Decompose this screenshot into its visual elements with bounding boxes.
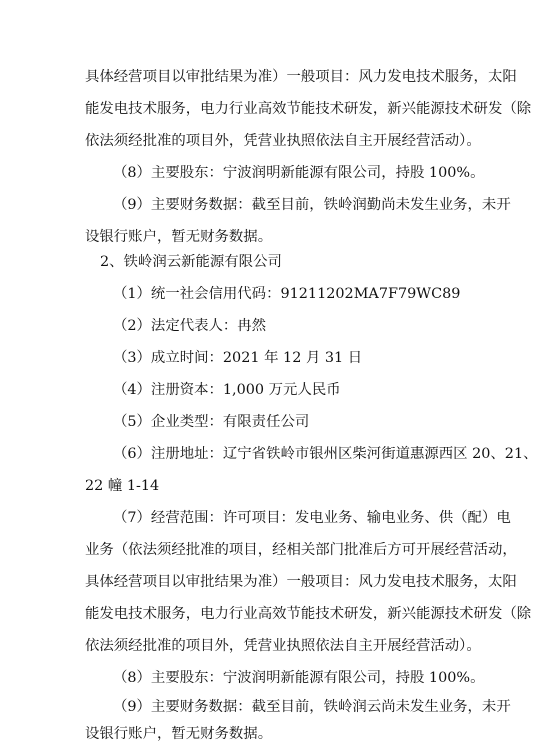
- paragraph-line: 业务（依法须经批准的项目，经相关部门批准后方可开展经营活动，: [85, 542, 517, 558]
- shareholder-line: （8）主要股东：宁波润明新能源有限公司，持股 100%。: [113, 670, 485, 686]
- financial-data-line: （9）主要财务数据：截至目前，铁岭润云尚未发生业务，未开: [113, 699, 511, 715]
- paragraph-line: 具体经营项目以审批结果为准）一般项目：风力发电技术服务，太阳: [85, 574, 517, 590]
- section-heading: 2、铁岭润云新能源有限公司: [100, 254, 282, 270]
- paragraph-line: 22 幢 1-14: [85, 478, 160, 494]
- established-date-line: （3）成立时间：2021 年 12 月 31 日: [113, 350, 363, 366]
- credit-code-line: （1）统一社会信用代码：91211202MA7F79WC89: [113, 286, 461, 302]
- registered-capital-line: （4）注册资本：1,000 万元人民币: [113, 382, 341, 398]
- paragraph-line: 依法须经批准的项目外，凭营业执照依法自主开展经营活动）。: [85, 638, 481, 654]
- paragraph-line: 能发电技术服务，电力行业高效节能技术研发，新兴能源技术研发（除: [85, 101, 532, 117]
- business-scope-line: （7）经营范围：许可项目：发电业务、输电业务、供（配）电: [113, 510, 511, 526]
- paragraph-line: 设银行账户，暂无财务数据。: [85, 229, 273, 245]
- company-type-line: （5）企业类型：有限责任公司: [113, 414, 310, 430]
- legal-representative-line: （2）法定代表人：冉然: [113, 318, 267, 334]
- paragraph-line: 依法须经批准的项目外，凭营业执照依法自主开展经营活动）。: [85, 133, 481, 149]
- paragraph-line: 能发电技术服务，电力行业高效节能技术研发，新兴能源技术研发（除: [85, 606, 532, 622]
- paragraph-line: 设银行账户，暂无财务数据。: [85, 726, 273, 742]
- paragraph-line: 具体经营项目以审批结果为准）一般项目：风力发电技术服务，太阳: [85, 69, 517, 85]
- financial-data-line: （9）主要财务数据：截至目前，铁岭润勤尚未发生业务，未开: [113, 197, 511, 213]
- registered-address-line: （6）注册地址：辽宁省铁岭市银州区柴河街道惠源西区 20、21、: [113, 446, 538, 462]
- shareholder-line: （8）主要股东：宁波润明新能源有限公司，持股 100%。: [113, 165, 485, 181]
